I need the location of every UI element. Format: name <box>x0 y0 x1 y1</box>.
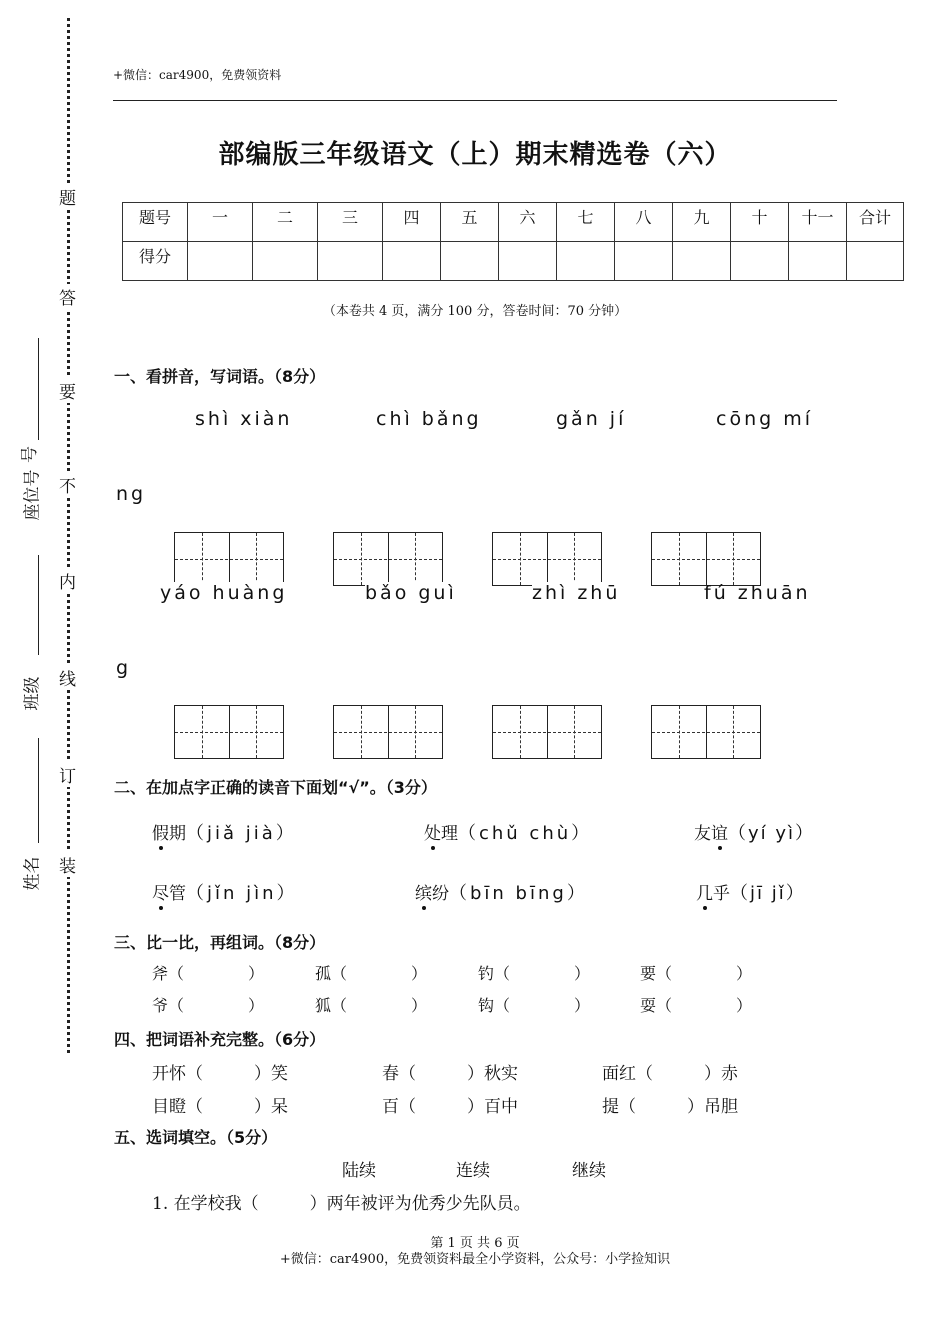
score-cell: 题号 <box>123 203 188 242</box>
name-label-text: 姓名 <box>22 856 43 891</box>
score-input-cell[interactable] <box>673 242 731 281</box>
writing-grid-box[interactable] <box>651 532 761 586</box>
compare-item[interactable]: 要（ ） <box>640 964 753 983</box>
word-choice: 连续 <box>456 1161 490 1181</box>
seat-label-vertical: 号 <box>20 446 40 463</box>
pinyin-item: yáo huàng <box>160 582 288 604</box>
section5-heading: 五、选词填空。（5分） <box>114 1128 278 1147</box>
pinyin-item: cōng mí <box>716 408 813 430</box>
class-underline <box>38 555 39 655</box>
header-note: +微信：car4900，免费领资料 <box>113 68 282 82</box>
writing-grid-box[interactable] <box>651 705 761 759</box>
idiom-item[interactable]: 开怀（ ）笑 <box>152 1064 288 1084</box>
dotted-char: 几 <box>696 884 713 904</box>
score-cell: 二 <box>253 203 318 242</box>
seat-label-text: 座位号 <box>22 469 43 521</box>
binding-char: 线 <box>59 665 76 690</box>
dotted-char: 缤 <box>415 884 432 904</box>
pinyin-item: bǎo guì <box>365 582 457 604</box>
compare-item[interactable]: 钩（ ） <box>478 996 591 1015</box>
score-input-cell[interactable] <box>441 242 499 281</box>
class-label-text: 班级 <box>22 676 43 711</box>
binding-char: 装 <box>59 852 76 877</box>
class-label-box <box>18 662 42 710</box>
score-cell: 十 <box>731 203 789 242</box>
item-char: 纷 <box>432 884 449 904</box>
pinyin-item: gǎn jí <box>556 408 627 430</box>
score-table <box>122 202 904 281</box>
section4-heading: 四、把词语补充完整。（6分） <box>114 1030 326 1049</box>
idiom-item[interactable]: 提（ ）吊胆 <box>602 1097 738 1117</box>
compare-item[interactable]: 狐（ ） <box>315 996 428 1015</box>
word-choice: 继续 <box>572 1161 606 1181</box>
idiom-item[interactable]: 春（ ）秋实 <box>382 1064 518 1084</box>
idiom-item[interactable]: 百（ ）百中 <box>382 1097 518 1117</box>
compare-item[interactable]: 钓（ ） <box>478 964 591 983</box>
footer-note: +微信：car4900，免费领资料最全小学资料，公众号：小学捡知识 <box>279 1252 671 1267</box>
seat-underline <box>38 338 39 440</box>
reading-item <box>424 819 592 845</box>
score-input-cell[interactable] <box>789 242 847 281</box>
idiom-item[interactable]: 目瞪（ ）呆 <box>152 1097 288 1117</box>
score-row-label: 得分 <box>123 242 188 281</box>
score-input-cell[interactable] <box>615 242 673 281</box>
idiom-item[interactable]: 面红（ ）赤 <box>602 1064 738 1084</box>
reading-choices[interactable]: （jǐn jìn） <box>186 883 298 904</box>
item-char: 友 <box>694 824 711 844</box>
header-rule <box>113 100 837 101</box>
section2-heading: 二、在加点字正确的读音下面划“√”。（3分） <box>114 778 437 797</box>
binding-char: 不 <box>59 472 76 497</box>
reading-item <box>152 879 298 905</box>
dotted-char: 假 <box>152 824 169 844</box>
compare-item[interactable]: 爷（ ） <box>152 996 265 1015</box>
pinyin-item: zhì zhū <box>532 582 621 604</box>
binding-char: 题 <box>59 184 76 209</box>
score-input-cell[interactable] <box>318 242 383 281</box>
score-cell: 一 <box>188 203 253 242</box>
binding-dotted-line <box>67 18 70 1053</box>
pinyin-item: shì xiàn <box>195 408 293 430</box>
pinyin-item: chì bǎng <box>376 408 482 430</box>
dotted-char: 尽 <box>152 884 169 904</box>
score-input-cell[interactable] <box>847 242 904 281</box>
reading-choices[interactable]: （yí yì） <box>728 823 816 844</box>
item-char: 期 <box>169 824 186 844</box>
section1-heading: 一、看拼音，写词语。（8分） <box>114 367 326 386</box>
score-input-cell[interactable] <box>499 242 557 281</box>
score-input-cell[interactable] <box>731 242 789 281</box>
writing-grid-box[interactable] <box>333 532 443 586</box>
score-input-cell[interactable] <box>188 242 253 281</box>
dotted-char: 谊 <box>711 824 728 844</box>
writing-grid-box[interactable] <box>492 532 602 586</box>
page-number: 第 1 页 共 6 页 <box>430 1236 520 1251</box>
reading-choices[interactable]: （jiǎ jià） <box>186 823 297 844</box>
score-input-cell[interactable] <box>253 242 318 281</box>
score-cell: 八 <box>615 203 673 242</box>
reading-item <box>696 879 806 905</box>
reading-item <box>694 819 815 845</box>
reading-choices[interactable]: （jī jǐ） <box>730 883 806 904</box>
item-char: 乎 <box>713 884 730 904</box>
pinyin-item: fú zhuān <box>704 582 811 604</box>
score-input-cell[interactable] <box>557 242 615 281</box>
binding-char: 答 <box>59 284 76 309</box>
exam-note: （本卷共 4 页，满分 100 分，答卷时间：70 分钟） <box>322 304 628 319</box>
score-cell: 合计 <box>847 203 904 242</box>
reading-choices[interactable]: （bīn bīng） <box>449 883 588 904</box>
compare-item[interactable]: 斧（ ） <box>152 964 265 983</box>
pinyin-wrap: ng <box>116 483 147 505</box>
score-cell: 三 <box>318 203 383 242</box>
score-cell: 十一 <box>789 203 847 242</box>
score-cell: 四 <box>383 203 441 242</box>
score-cell: 七 <box>557 203 615 242</box>
writing-grid-box[interactable] <box>174 705 284 759</box>
writing-grid-box[interactable] <box>492 705 602 759</box>
reading-item <box>152 819 297 845</box>
reading-choices[interactable]: （chǔ chù） <box>458 823 593 844</box>
reading-item <box>415 879 588 905</box>
section3-heading: 三、比一比，再组词。（8分） <box>114 933 326 952</box>
name-underline <box>38 738 39 843</box>
dotted-char: 处 <box>424 824 441 844</box>
fill-question[interactable]: 1. 在学校我（ ）两年被评为优秀少先队员。 <box>152 1194 531 1214</box>
score-cell: 九 <box>673 203 731 242</box>
binding-char: 订 <box>59 762 76 787</box>
page-title: 部编版三年级语文（上）期末精选卷（六） <box>218 140 732 170</box>
writing-grid-box[interactable] <box>174 532 284 586</box>
writing-grid-box[interactable] <box>333 705 443 759</box>
word-choice: 陆续 <box>342 1161 376 1181</box>
binding-char: 内 <box>59 568 76 593</box>
binding-char: 要 <box>59 378 76 403</box>
pinyin-wrap: g <box>116 657 132 679</box>
name-label-box <box>18 842 42 890</box>
seat-label-box <box>18 444 42 524</box>
item-char: 管 <box>169 884 186 904</box>
item-char: 理 <box>441 824 458 844</box>
score-cell: 五 <box>441 203 499 242</box>
compare-item[interactable]: 孤（ ） <box>315 964 428 983</box>
score-cell: 六 <box>499 203 557 242</box>
score-table-header-row <box>123 203 904 242</box>
score-input-cell[interactable] <box>383 242 441 281</box>
compare-item[interactable]: 耍（ ） <box>640 996 753 1015</box>
score-table-score-row <box>123 242 904 281</box>
